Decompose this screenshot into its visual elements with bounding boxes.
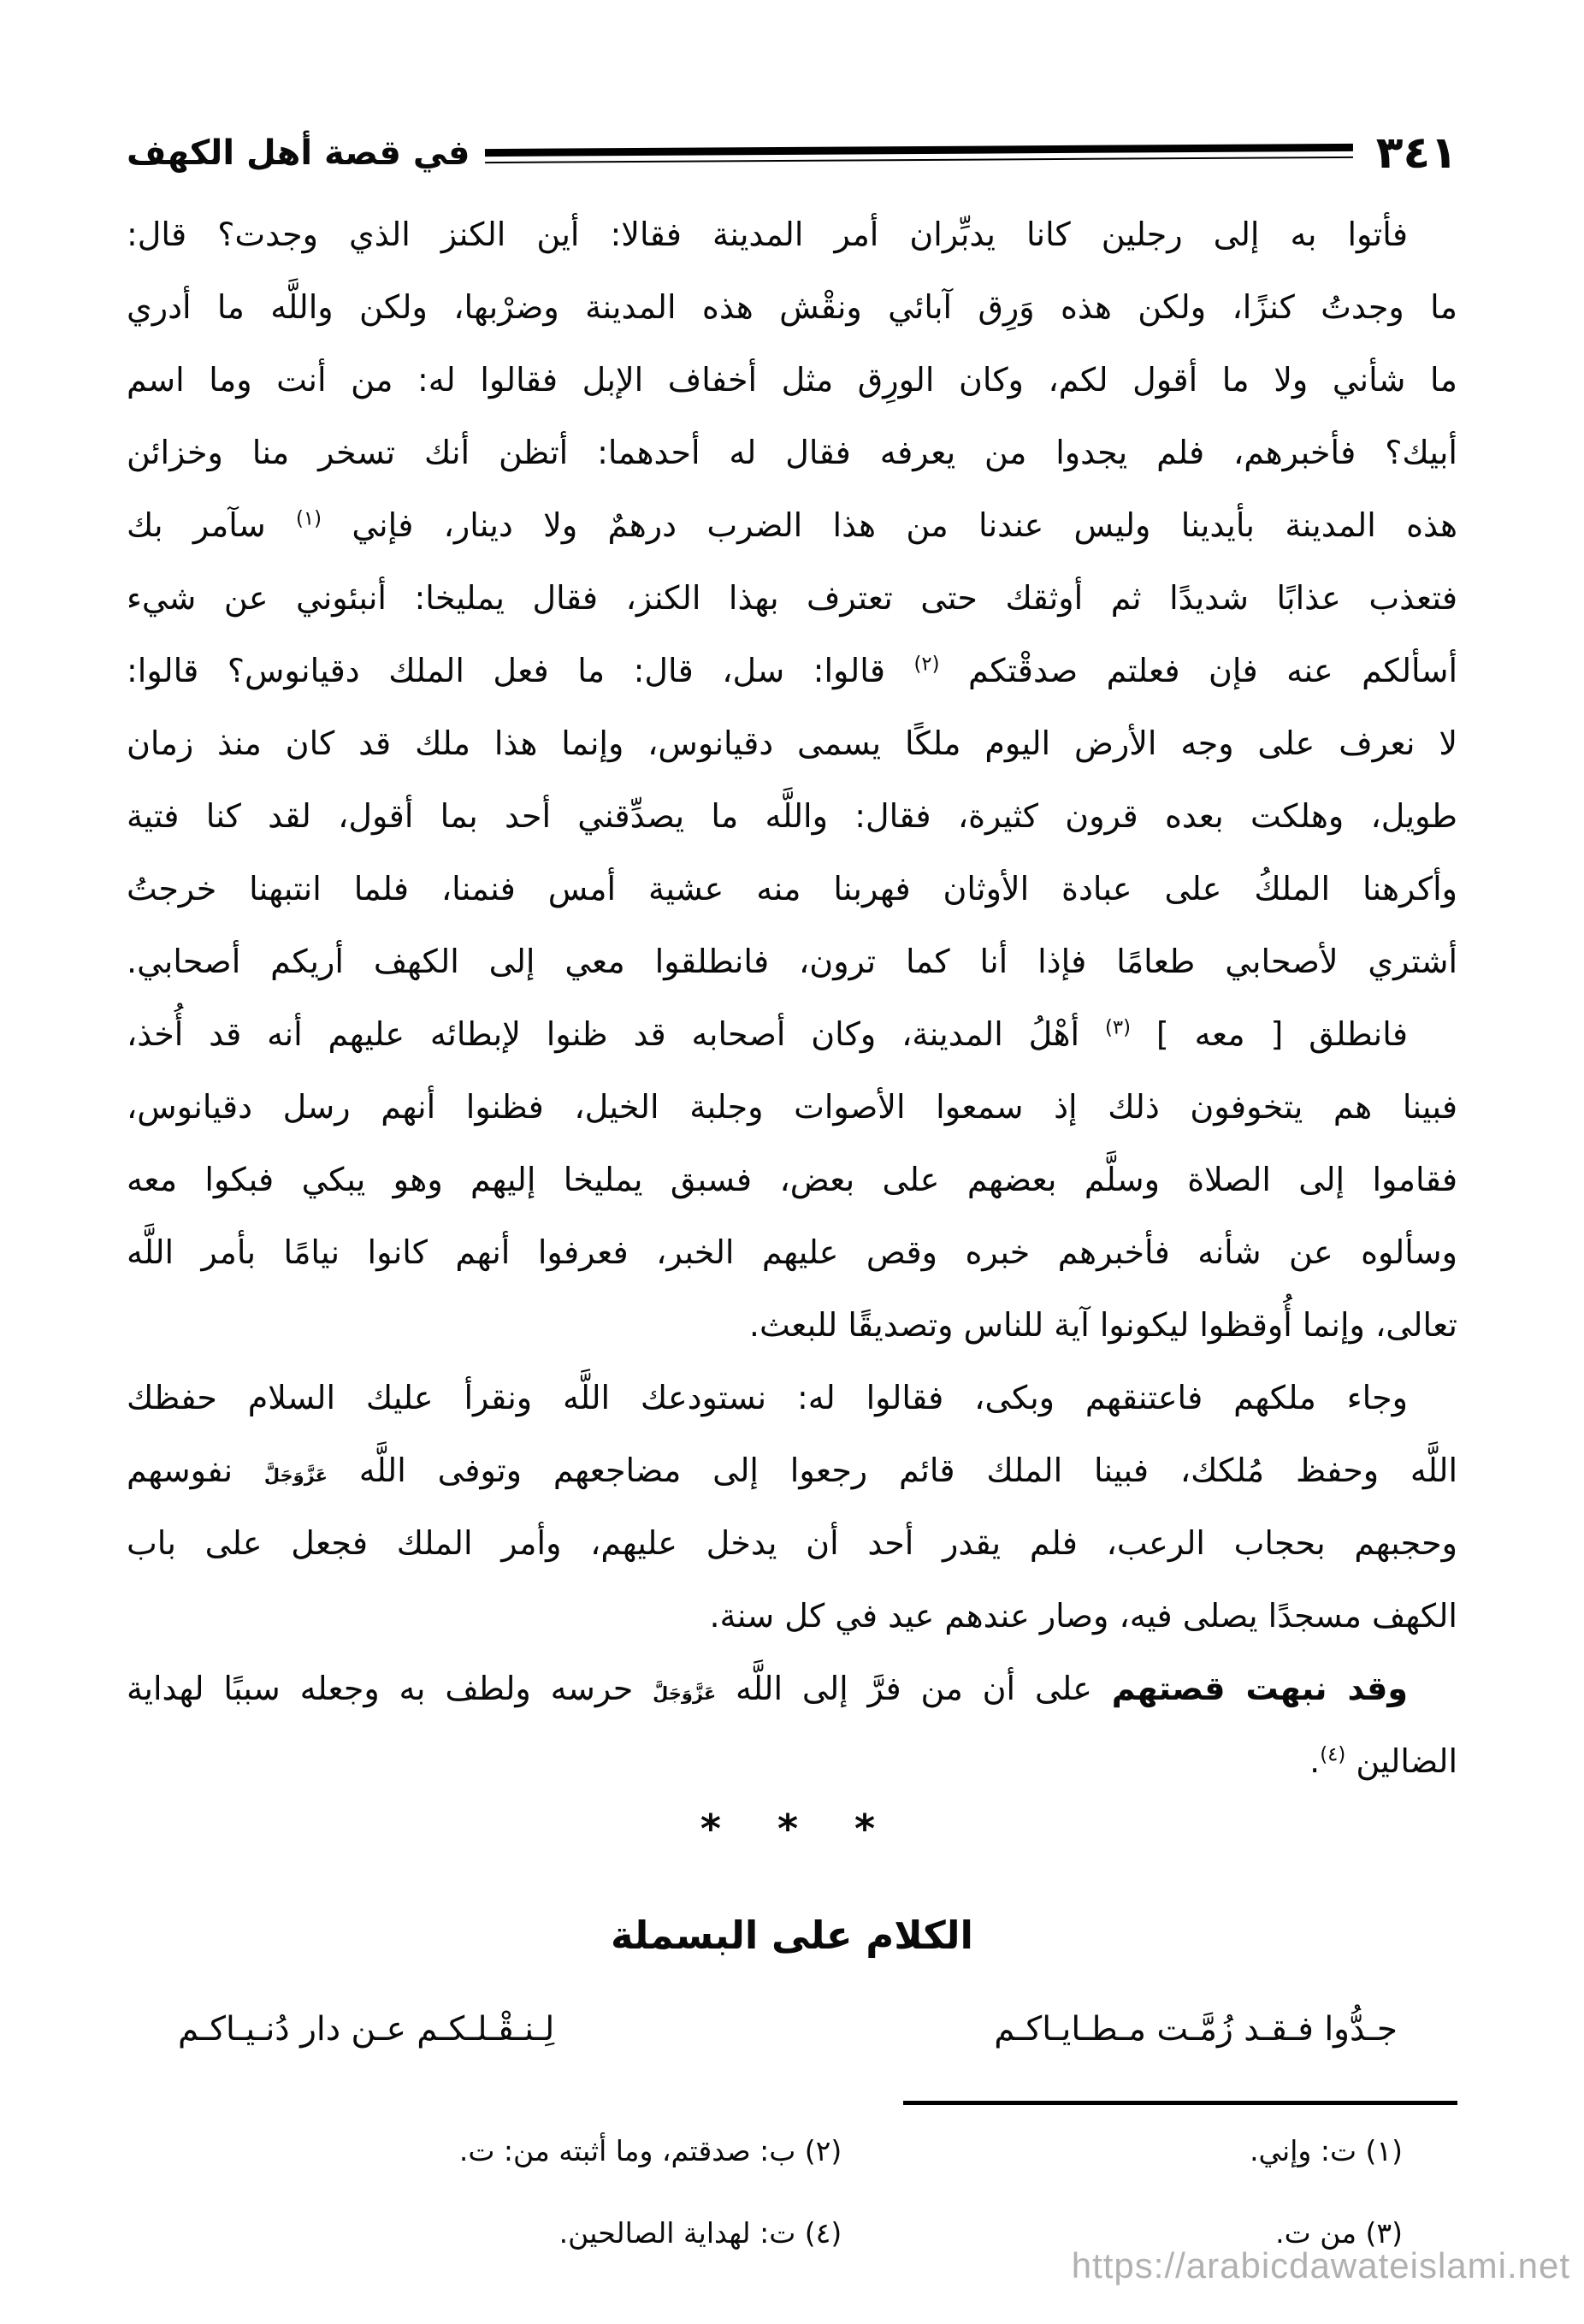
text-line (127, 1725, 1457, 1798)
text-line (127, 1507, 1457, 1580)
text-line (127, 198, 1457, 271)
footnote-grid (127, 2129, 1457, 2256)
text-line (127, 1434, 1457, 1507)
text-segment: وسألوه عن شأنه فأخبرهم خبره وقص عليهم الخبر، فعرفوا أنهم كانوا نيامًا بأمر اللَّه (127, 1233, 1457, 1271)
text-line (127, 562, 1457, 635)
text-segment: أبيك؟ فأخبرهم، فلم يجدوا من يعرفه فقال له أحدهما: أتظن أنك تسخر منا وخزائن (127, 434, 1457, 471)
text-line (127, 707, 1457, 780)
poetry-line (127, 1997, 1457, 2061)
text-segment: فأتوا به إلى رجلين كانا يدبِّران أمر المدينة فقالا: أين الكنز الذي وجدت؟ قال: (127, 216, 1408, 253)
footnote-marker: (٣) (1104, 1016, 1131, 1039)
text-segment: حرسه ولطف به وجعله سببًا لهداية (127, 1670, 653, 1707)
section-divider-stars: * * * (700, 1806, 884, 1852)
header-rule-thin (486, 156, 1354, 163)
text-segment: قالوا: سل، قال: ما فعل الملك دقيانوس؟ قالوا: (127, 652, 914, 689)
footnote-2: (٢) ب: صدقتم، وما أثبته من: ت. (458, 2134, 842, 2167)
section-heading: الكلام على البسملة (611, 1913, 973, 1958)
text-segment: الكهف مسجدًا يصلى فيه، وصار عندهم عيد في كل سنة. (709, 1597, 1457, 1635)
text-line (127, 1289, 1457, 1362)
text-segment: فتعذب عذابًا شديدًا ثم أوثقك حتى تعترف بهذا الكنز، فقال يمليخا: أنبئوني عن شيء (127, 579, 1457, 617)
text-line (127, 1216, 1457, 1289)
page-number: ٣٤١ (1375, 127, 1457, 179)
honorific-symbol: عَزَّوَجَلَّ (653, 1683, 717, 1704)
text-line (127, 1653, 1457, 1725)
text-segment: نفوسهم (127, 1452, 264, 1489)
text-segment: وجاء ملكهم فاعتنقهم وبكى، فقالوا له: نستودعك اللَّه ونقرأ عليك السلام حفظك (127, 1379, 1408, 1416)
text-line (127, 489, 1457, 562)
page-header (127, 127, 1457, 180)
text-segment: وحجبهم بحجاب الرعب، فلم يقدر أحد أن يدخل عليهم، وأمر الملك فجعل على باب (127, 1524, 1457, 1562)
text-segment: ما شأني ولا ما أقول لكم، وكان الورِق مثل أخفاف الإبل فقالوا له: من أنت وما اسم (127, 361, 1457, 399)
text-line (127, 1071, 1457, 1144)
footnote-marker: (٢) (913, 653, 940, 676)
footnotes-section (127, 2101, 1457, 2256)
header-rule-thick (485, 143, 1353, 156)
footnote-3: (٣) من ت. (1275, 2216, 1403, 2250)
text-line (127, 998, 1457, 1071)
text-line (127, 344, 1457, 417)
text-line (127, 635, 1457, 707)
watermark-url[interactable]: https://arabicdawateislami.net (1071, 2245, 1570, 2286)
text-segment: وأكرهنا الملكُ على عبادة الأوثان فهربنا منه عشية أمس فنمنا، فلما انتبهنا خرجتُ (127, 870, 1457, 908)
text-segment: ما وجدتُ كنزًا، ولكن هذه وَرِق آبائي ونقْش هذه المدينة وضرْبها، ولكن واللَّه ما أدري (127, 288, 1457, 326)
text-line (127, 271, 1457, 344)
body-text (127, 198, 1457, 1798)
text-segment: وقد نبهت قصتهم (1111, 1670, 1408, 1707)
text-segment: فانطلق [ معه ] (1131, 1015, 1408, 1053)
text-segment: على أن من فرَّ إلى اللَّه (716, 1670, 1112, 1707)
text-segment: طويل، وهلكت بعده قرون كثيرة، فقال: واللَّه ما يصدِّقني أحد بما أقول، لقد كنا فتية (127, 797, 1457, 835)
header-rule (485, 143, 1353, 163)
text-segment: الضالين (1345, 1742, 1457, 1780)
footnote-marker: (١) (295, 507, 322, 530)
text-segment: سآمر بك (127, 506, 296, 544)
footnote-4: (٤) ت: لهداية الصالحين. (559, 2216, 842, 2250)
text-segment: اللَّه وحفظ مُلكك، فبينا الملك قائم رجعوا إلى مضاجعهم وتوفى اللَّه (327, 1452, 1458, 1489)
text-line (127, 853, 1457, 925)
text-line (127, 417, 1457, 489)
honorific-symbol: عَزَّوَجَلَّ (263, 1465, 328, 1486)
text-line (127, 780, 1457, 853)
text-line (127, 1362, 1457, 1434)
text-segment: . (1309, 1742, 1321, 1780)
poetry-hemistich-right: جـدُّوا فـقـد زُمَّـت مـطـايـاكـم (994, 2010, 1398, 2049)
text-segment: أهْلُ المدينة، وكان أصحابه قد ظنوا لإبطائه عليهم أنه قد أُخذ، (127, 1015, 1105, 1053)
footnote-marker: (٤) (1320, 1743, 1346, 1766)
chapter-title: في قصة أهل الكهف (127, 133, 470, 173)
text-line (127, 925, 1457, 998)
text-segment: لا نعرف على وجه الأرض اليوم ملكًا يسمى دقيانوس، وإنما هذا ملك قد كان منذ زمان (127, 724, 1457, 762)
text-segment: أشتري لأصحابي طعامًا فإذا أنا كما ترون، فانطلقوا معي إلى الكهف أريكم أصحابي. (127, 943, 1457, 980)
text-line (127, 1580, 1457, 1653)
text-segment: أسألكم عنه فإن فعلتم صدقْتكم (939, 652, 1457, 689)
text-segment: فبينا هم يتخوفون ذلك إذ سمعوا الأصوات وجلبة الخيل، فظنوا أنهم رسل دقيانوس، (127, 1088, 1457, 1126)
text-line (127, 1144, 1457, 1216)
poetry-hemistich-left: لِـنـقْـلـكـم عـن دار دُنـيـاكـم (178, 2010, 555, 2049)
footnote-separator (903, 2101, 1457, 2105)
text-segment: هذه المدينة بأيدينا وليس عندنا من هذا الضرب درهمٌ ولا دينار، فإني (322, 506, 1458, 544)
text-segment: فقاموا إلى الصلاة وسلَّم بعضهم على بعض، فسبق يمليخا إليهم وهو يبكي فبكوا معه (127, 1161, 1457, 1198)
text-segment: تعالى، وإنما أُوقظوا ليكونوا آية للناس وتصديقًا للبعث. (748, 1306, 1457, 1344)
footnote-1: (١) ت: وإني. (1250, 2134, 1403, 2167)
